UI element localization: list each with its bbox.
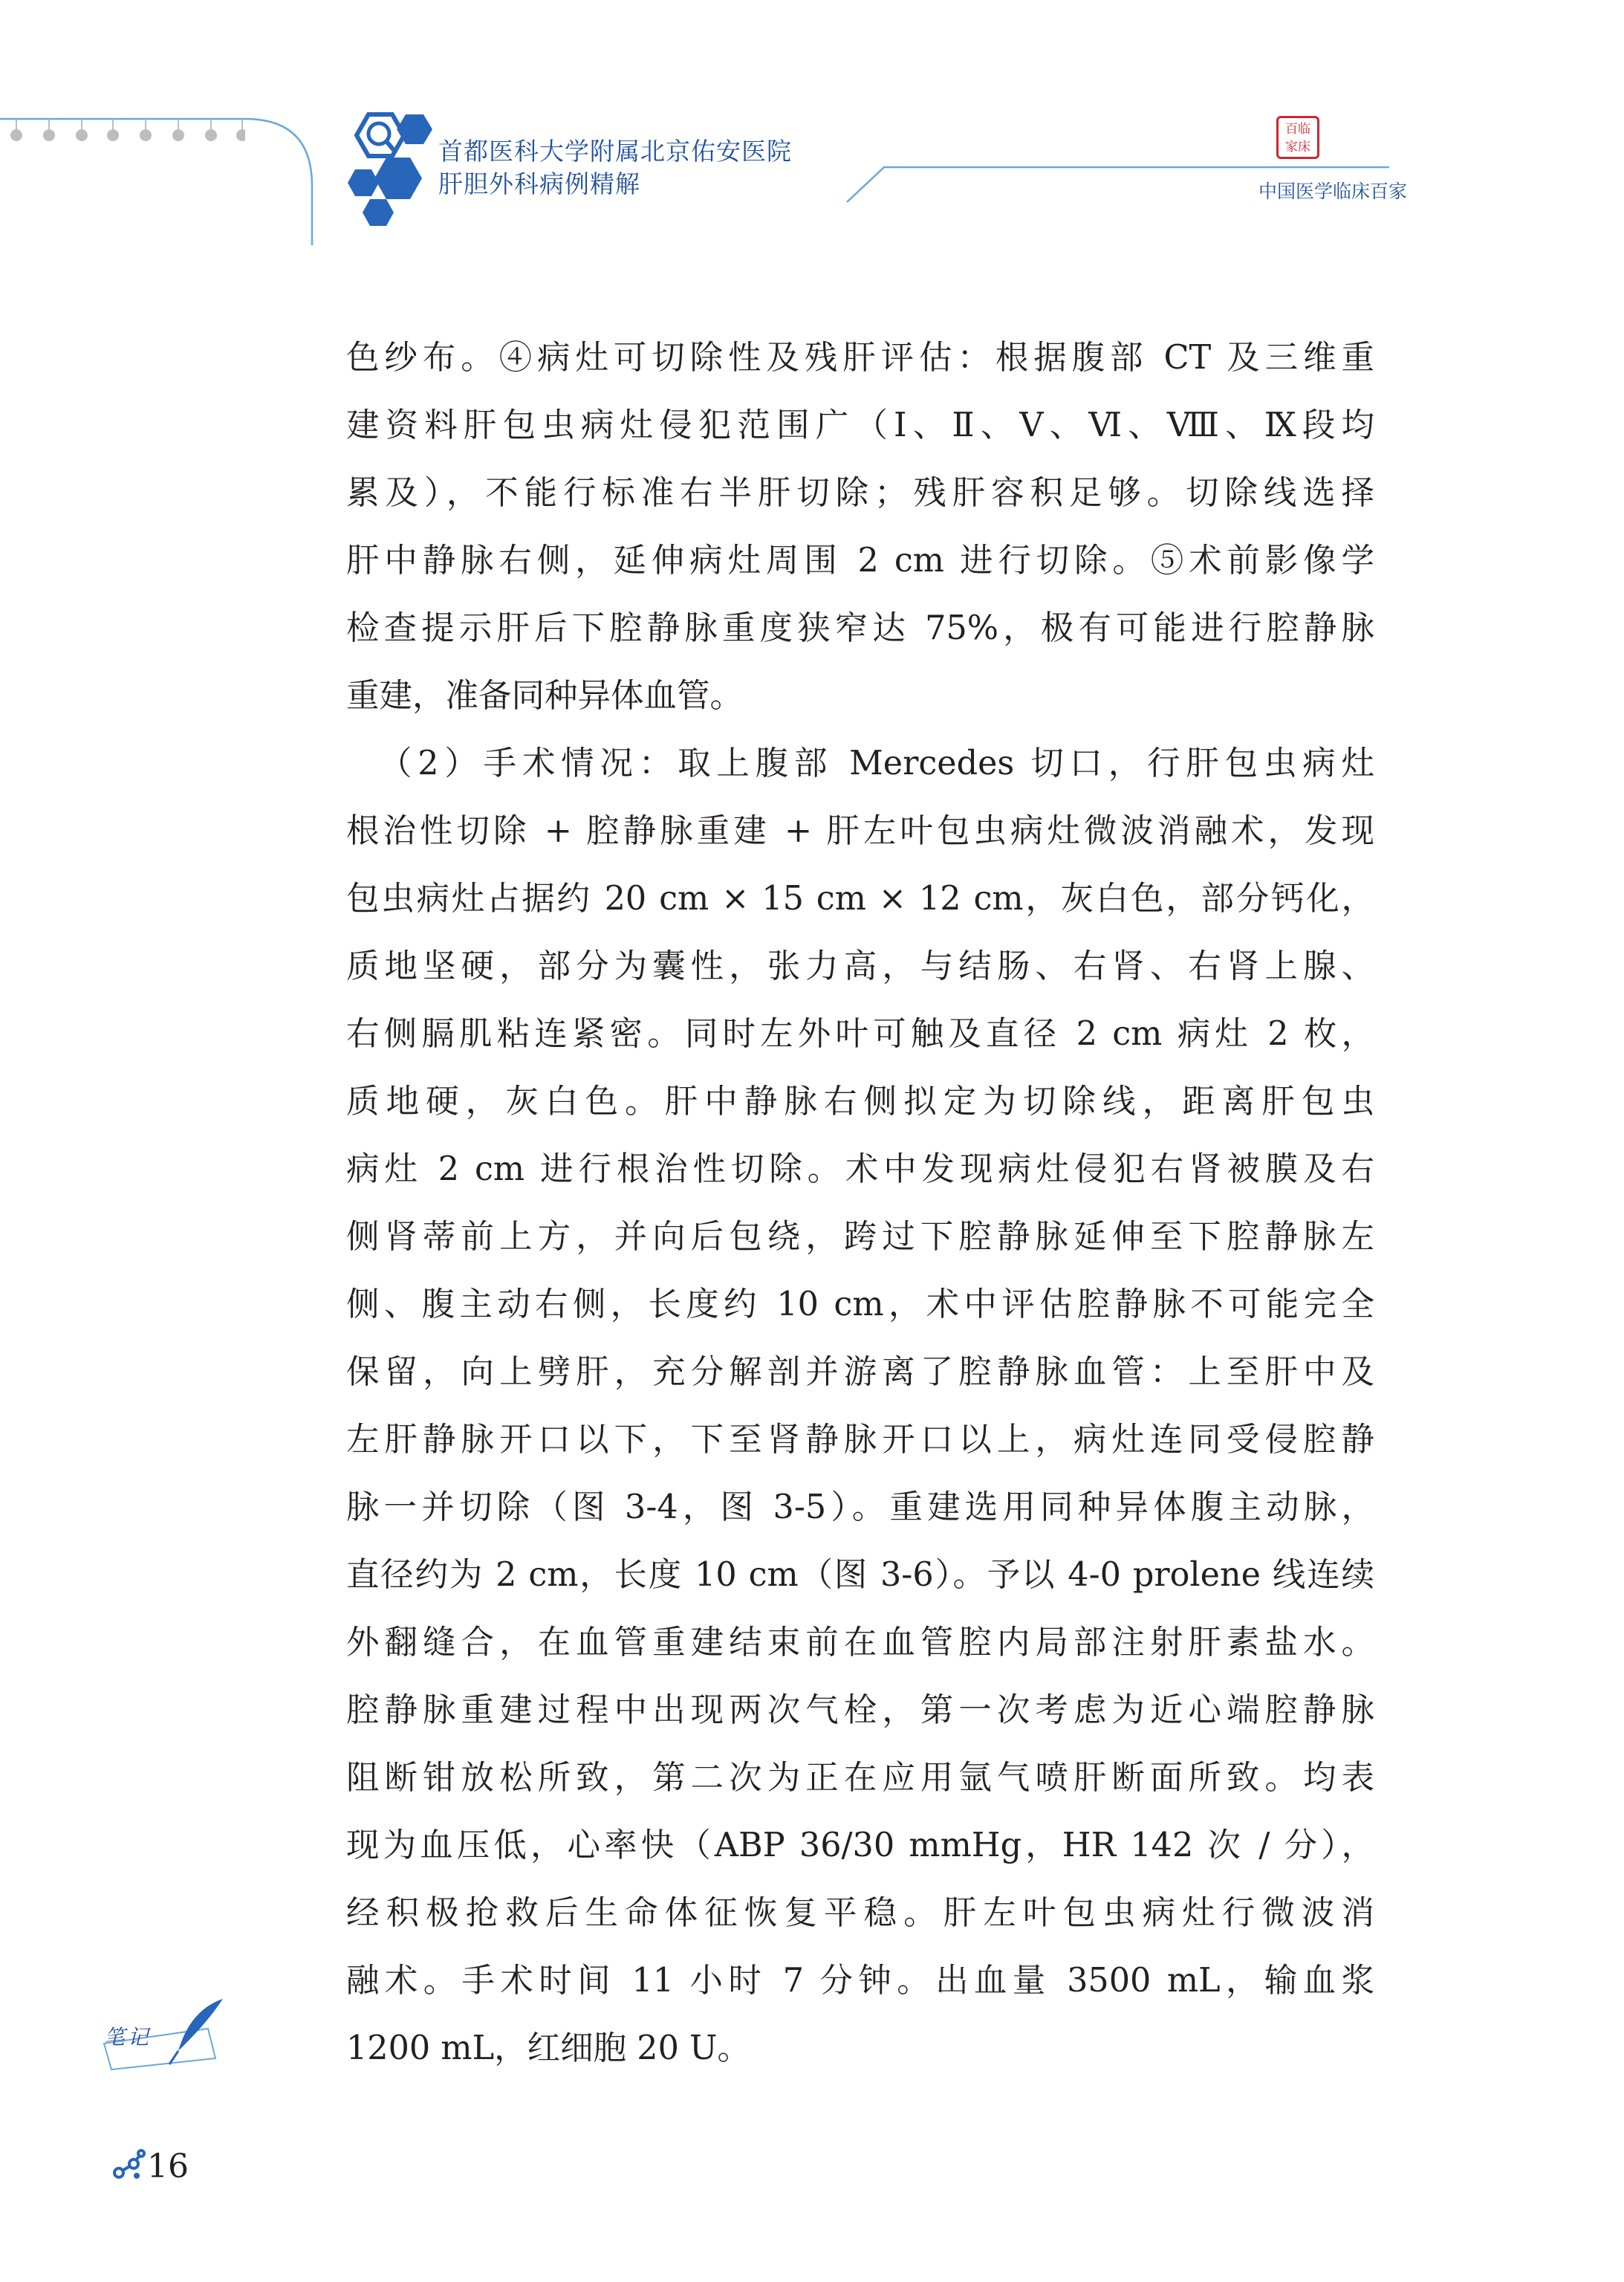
body-line: 融术。手术时间 11 小时 7 分钟。出血量 3500 mL，输血浆: [346, 1962, 1374, 2000]
body-line: 现为血压低，心率快（ABP 36/30 mmHg，HR 142 次 / 分），: [346, 1826, 1374, 1864]
body-line: （2）手术情况：取上腹部 Mercedes 切口，行肝包虫病灶: [379, 745, 1374, 782]
body-line: 色纱布。④病灶可切除性及残肝评估：根据腹部 CT 及三维重: [346, 339, 1374, 377]
body-line: 经积极抢救后生命体征恢复平稳。肝左叶包虫病灶行微波消: [346, 1894, 1374, 1932]
body-line: 建资料肝包虫病灶侵犯范围广（Ⅰ、Ⅱ、Ⅴ、Ⅵ、Ⅷ、Ⅸ段均: [346, 406, 1374, 444]
body-line: 左肝静脉开口以下，下至肾静脉开口以上，病灶连同受侵腔静: [346, 1421, 1374, 1459]
body-line: 累及），不能行标准右半肝切除；残肝容积足够。切除线选择: [346, 474, 1374, 512]
body-line: 质地坚硬，部分为囊性，张力高，与结肠、右肾、右肾上腺、: [346, 947, 1374, 985]
body-line: 1200 mL，红细胞 20 U。: [346, 2029, 751, 2067]
body-line: 质地硬，灰白色。肝中静脉右侧拟定为切除线，距离肝包虫: [346, 1083, 1374, 1121]
body-line: 保留，向上劈肝，充分解剖并游离了腔静脉血管：上至肝中及: [346, 1353, 1374, 1391]
book-title-line2: 肝胆外科病例精解: [438, 169, 640, 198]
body-line: 外翻缝合，在血管重建结束前在血管腔内局部注射肝素盐水。: [346, 1624, 1374, 1662]
body-line: 脉一并切除（图 3-4，图 3-5）。重建选用同种异体腹主动脉，: [346, 1488, 1374, 1526]
body-line: 病灶 2 cm 进行根治性切除。术中发现病灶侵犯右肾被膜及右: [346, 1150, 1374, 1188]
body-line: 直径约为 2 cm，长度 10 cm（图 3-6）。予以 4-0 prolene 线连续: [346, 1556, 1374, 1594]
seal-text-top: 百临: [1285, 122, 1310, 137]
body-line: 侧肾蒂前上方，并向后包绕，跨过下腔静脉延伸至下腔静脉左: [346, 1218, 1374, 1256]
molecule-icon: [111, 2149, 147, 2182]
body-line: 腔静脉重建过程中出现两次气栓，第一次考虑为近心端腔静脉: [346, 1691, 1374, 1729]
body-line: 侧、腹主动右侧，长度约 10 cm，术中评估腔静脉不可能完全: [346, 1286, 1374, 1323]
body-line: 检查提示肝后下腔静脉重度狭窄达 75%，极有可能进行腔静脉: [346, 609, 1374, 647]
series-name: 中国医学临床百家: [1258, 181, 1407, 202]
binding-dots: [0, 119, 245, 149]
book-title-line1: 首都医科大学附属北京佑安医院: [438, 137, 792, 166]
hexagon-logo-icon: [340, 111, 437, 230]
page-number: 16: [147, 2148, 189, 2185]
body-line: 阻断钳放松所致，第二次为正在应用氩气喷肝断面所致。均表: [346, 1759, 1374, 1797]
seal-text-bottom: 家床: [1285, 140, 1310, 155]
body-line: 肝中静脉右侧，延伸病灶周围 2 cm 进行切除。⑤术前影像学: [346, 542, 1374, 580]
notes-label: 笔记: [104, 2025, 152, 2049]
body-line: 包虫病灶占据约 20 cm × 15 cm × 12 cm，灰白色，部分钙化，: [346, 880, 1374, 918]
seal-stamp: [1276, 116, 1319, 159]
body-line: 根治性切除 + 腔静脉重建 + 肝左叶包虫病灶微波消融术，发现: [346, 812, 1374, 850]
body-line: 重建，准备同种异体血管。: [346, 677, 744, 715]
body-line: 右侧膈肌粘连紧密。同时左外叶可触及直径 2 cm 病灶 2 枚，: [346, 1015, 1374, 1053]
